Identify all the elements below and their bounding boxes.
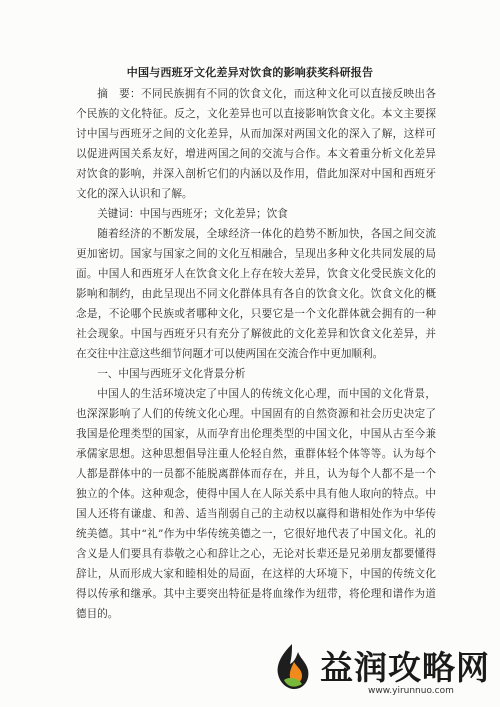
document-body [76, 84, 436, 624]
brand-text: 益润攻略网 [320, 648, 490, 687]
keywords-text: 中国与西班牙；文化差异；饮食 [139, 208, 288, 220]
section-heading: 一、中国与西班牙文化背景分析 [97, 368, 246, 380]
abstract-text: 不同民族拥有不同的饮食文化，而这种文化可以直接反映出各个民族的文化特征。反之，文化差异也可以直接影响饮食文化。本文主要探讨中国与西班牙之间的文化差异，从而加深对两国文化的深入了解，这样可以促进两国关系友好，增进两国之间的交流与合作。本文着重分析文化差异对饮食的影响，并深入剖析它们的内涵以及作用，借此加深对中国和西班牙文化的深入认识和了解。 [76, 88, 437, 200]
section-paragraph: 中国人的生活环境决定了中国人的传统文化心理，而中国的文化背景，也深深影响了人们的传统文化心理。中国固有的自然资源和社会历史决定了我国是伦理类型的国家，从而孕育出伦理类型的中国文化，中国从古至今兼承儒家思想。这种思想倡导注重人伦轻自然，重群体轻个体等等。认为每个人都是群体中的一员都不能脱离群体而存在，并且，认为每个人都不是一个独立的个体。这种观念，使得中国人在人际关系中具有他人取向的特点。中国人还将有谦虚、和善、适当削弱自己的主动权以赢得和谐相处作为中华传统美德。其中“礼”作为中华传统美德之一，它很好地代表了中国文化。礼的含义是人们要具有恭敬之心和辞让之心，无论对长辈还是兄弟朋友都要懂得辞让，从而形成大家和睦相处的局面，在这样的大环境下，中国的传统文化得以传承和继承。其中主要突出特征是将血缘作为纽带，将伦理和谱作为道德目的。 [76, 388, 436, 620]
site-watermark [268, 640, 494, 702]
keywords-label: 关键词： [97, 208, 140, 220]
keywords-paragraph [76, 204, 436, 224]
flame-leaf-logo-icon [268, 640, 316, 692]
abstract-label: 摘 要： [97, 88, 141, 100]
intro-paragraph: 随着经济的不断发展，全球经济一体化的趋势不断加快，各国之间交流更加密切。国家与国家之间的文化互相融合，呈现出多种文化共同发展的局面。中国人和西班牙人在饮食文化上存在较大差异，饮食文化受民族文化的影响和制约，由此呈现出不同文化群体具有各自的饮食文化。饮食文化的概念是，不论哪个民族或者哪种文化，只要它是一个文化群体就会拥有的一种社会现象。中国与西班牙只有充分了解彼此的文化差异和饮食文化差异，并在交往中注意这些细节问题才可以使两国在交流合作中更加顺利。 [76, 228, 436, 360]
brand-url: www.yirunnuo.com [368, 686, 454, 696]
document-title: 中国与西班牙文化差异对饮食的影响获奖科研报告 [126, 66, 374, 79]
abstract-paragraph [76, 84, 436, 204]
